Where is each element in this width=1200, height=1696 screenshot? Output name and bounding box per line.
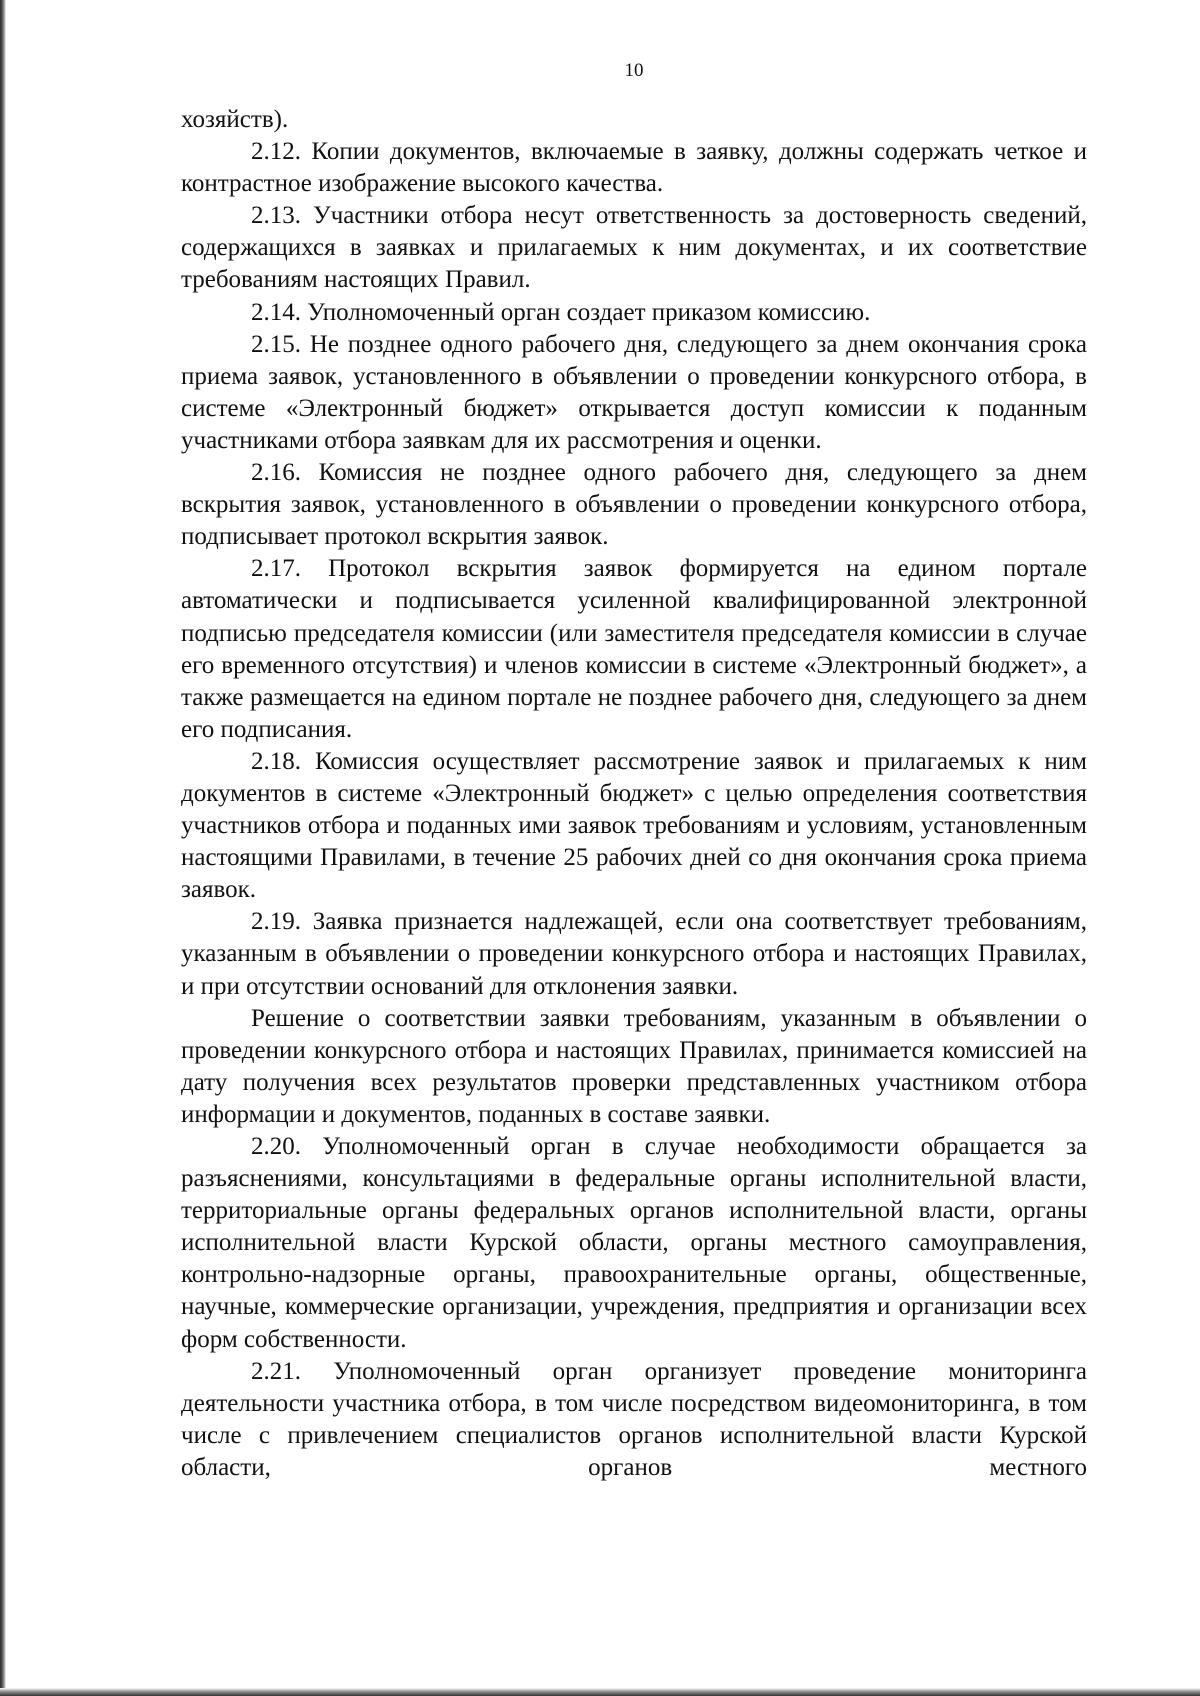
paragraph: 2.14. Уполномоченный орган создает приказом комиссию.: [251, 298, 871, 326]
paragraph: 2.20. Уполномоченный орган в случае необходимости обращается за разъяснениями, консультациями в федеральные органы исполнительной власти, территориальные органы федеральных органов исполнительной власти, органы исполнительной власти Курской области, органы местного самоуправления, контрольно-надзорные органы, правоохранительные органы, общественные, научные, коммерческие организации, учреждения, предприятия и организации всех форм собственности.: [181, 1133, 1087, 1353]
paragraph: 2.17. Протокол вскрытия заявок формируется на едином портале автоматически и подписывается усиленной квалифицированной электронной подписью председателя комиссии (или заместителя председателя комиссии в случае его временного отсутствия) и членов комиссии в системе «Электронный бюджет», а также размещается на едином портале не позднее рабочего дня, следующего за днем его подписания.: [181, 555, 1087, 743]
paragraph: хозяйств).: [181, 106, 289, 133]
paragraph: 2.18. Комиссия осуществляет рассмотрение заявок и прилагаемых к ним документов в системе «Электронный бюджет» с целью определения соответствия участников отбора и поданных ими заявок требованиям и условиям, установленным настоящими Правилами, в течение 25 рабочих дней со дня окончания срока приема заявок.: [181, 747, 1087, 904]
paragraph: 2.21. Уполномоченный орган организует проведение мониторинга деятельности участника отбора, в том числе посредством видеомониторинга, в том числе с привлечением специалистов органов исполнительной власти Курской области, органов местного: [181, 1357, 1087, 1481]
scan-edge-left: [0, 0, 6, 1696]
paragraph: 2.16. Комиссия не позднее одного рабочего дня, следующего за днем вскрытия заявок, установленного в объявлении о проведении конкурсного отбора, подписывает протокол вскрытия заявок.: [181, 459, 1087, 551]
document-body: [181, 104, 1087, 1484]
paragraph: 2.12. Копии документов, включаемые в заявку, должны содержать четкое и контрастное изображение высокого качества.: [181, 138, 1087, 198]
paragraph: 2.13. Участники отбора несут ответственность за достоверность сведений, содержащихся в заявках и прилагаемых к ним документах, и их соответствие требованиям настоящих Правил.: [181, 202, 1087, 294]
paragraph: 2.15. Не позднее одного рабочего дня, следующего за днем окончания срока приема заявок, установленного в объявлении о проведении конкурсного отбора, в системе «Электронный бюджет» открывается доступ комиссии к поданным участниками отбора заявкам для их рассмотрения и оценки.: [181, 330, 1087, 454]
paragraph: Решение о соответствии заявки требованиям, указанным в объявлении о проведении конкурсного отбора и настоящих Правилах, принимается комиссией на дату получения всех результатов проверки представленных участником отбора информации и документов, поданных в составе заявки.: [181, 1004, 1087, 1128]
paragraph: 2.19. Заявка признается надлежащей, если она соответствует требованиям, указанным в объявлении о проведении конкурсного отбора и настоящих Правилах, и при отсутствии оснований для отклонения заявки.: [181, 908, 1087, 1000]
scan-edge-bottom: [0, 1688, 1200, 1696]
page-number: 10: [624, 60, 644, 81]
document-page: [181, 60, 1087, 1484]
